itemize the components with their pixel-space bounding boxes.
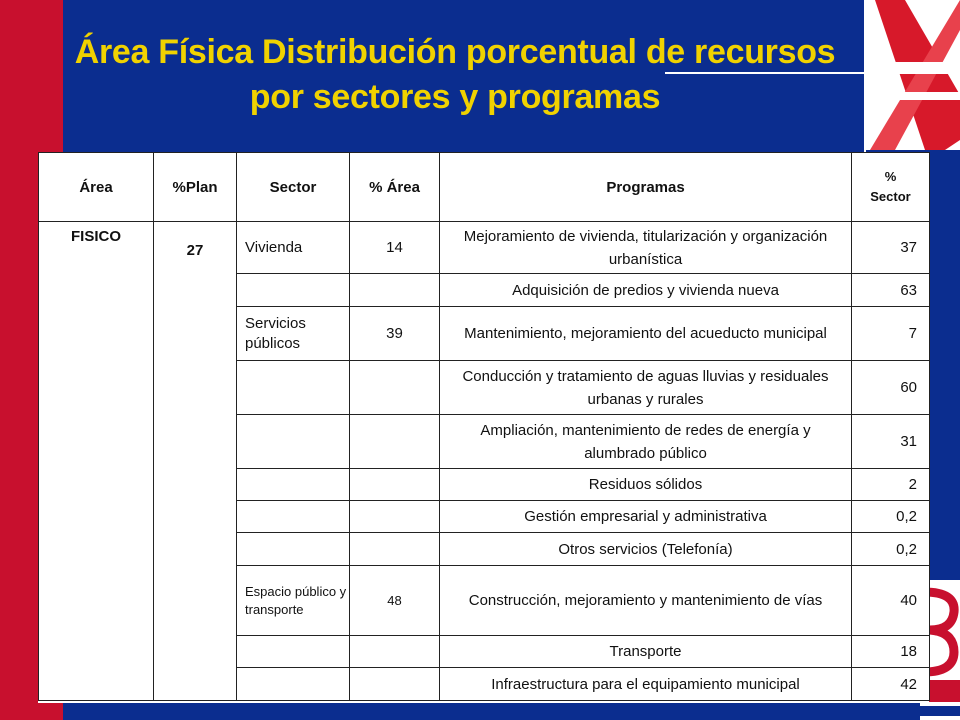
sector-cell [237,668,350,701]
programa-cell: Conducción y tratamiento de aguas lluvias y residuales urbanas y rurales [440,361,852,415]
distribution-table [38,152,930,701]
pct-sector-cell: 31 [852,415,930,469]
pct-sector-cell: 60 [852,361,930,415]
sector-cell [237,361,350,415]
sector-cell [237,274,350,307]
pct-sector-cell: 7 [852,307,930,361]
header-plan: %Plan [154,153,237,222]
header-pct-area: % Área [350,153,440,222]
programa-cell: Transporte [440,636,852,668]
sector-cell: Vivienda [237,222,350,274]
pct-area-cell [350,415,440,469]
programa-cell: Adquisición de predios y vivienda nueva [440,274,852,307]
plan-pct-cell: 27 [154,222,237,701]
pct-area-cell: 39 [350,307,440,361]
header-pct-sector-label: Sector [870,189,911,204]
sector-cell [237,533,350,566]
programa-cell: Otros servicios (Telefonía) [440,533,852,566]
sector-cell [237,636,350,668]
pct-area-cell [350,361,440,415]
pct-sector-cell: 18 [852,636,930,668]
title-line-1: Área Física Distribución porcentual de recursos [74,33,836,71]
distribution-table-container [38,152,929,703]
programa-cell: Infraestructura para el equipamiento municipal [440,668,852,701]
pct-sector-cell: 2 [852,469,930,501]
corner-logo-icon [865,0,960,150]
sector-cell [237,415,350,469]
pct-sector-cell: 0,2 [852,501,930,533]
area-cell: FISICO [39,222,154,701]
title-line-2: por sectores y programas [249,78,661,116]
programa-cell: Construcción, mejoramiento y mantenimiento de vías [440,566,852,636]
header-sector: Sector [237,153,350,222]
table-header-row [39,153,930,222]
pct-area-cell [350,533,440,566]
pct-area-cell [350,668,440,701]
sector-cell [237,501,350,533]
pct-area-cell: 48 [350,566,440,636]
sector-cell [237,469,350,501]
pct-sector-cell: 37 [852,222,930,274]
table-row [39,222,930,274]
header-area: Área [39,153,154,222]
page-title [40,30,870,120]
pct-area-cell [350,469,440,501]
programa-cell: Mantenimiento, mejoramiento del acueducto municipal [440,307,852,361]
header-pct-sector-symbol: % [884,169,897,184]
pct-sector-cell: 0,2 [852,533,930,566]
pct-sector-cell: 63 [852,274,930,307]
programa-cell: Gestión empresarial y administrativa [440,501,852,533]
programa-cell: Mejoramiento de vivienda, titularización y organización urbanística [440,222,852,274]
pct-sector-cell: 42 [852,668,930,701]
pct-area-cell [350,636,440,668]
header-programas: Programas [440,153,852,222]
programa-cell: Ampliación, mantenimiento de redes de energía y alumbrado público [440,415,852,469]
pct-area-cell [350,501,440,533]
pct-area-cell [350,274,440,307]
programa-cell: Residuos sólidos [440,469,852,501]
header-pct-sector [852,153,930,222]
sector-cell: Servicios públicos [237,307,350,361]
pct-area-cell: 14 [350,222,440,274]
pct-sector-cell: 40 [852,566,930,636]
sector-cell: Espacio público y transporte [237,566,350,636]
